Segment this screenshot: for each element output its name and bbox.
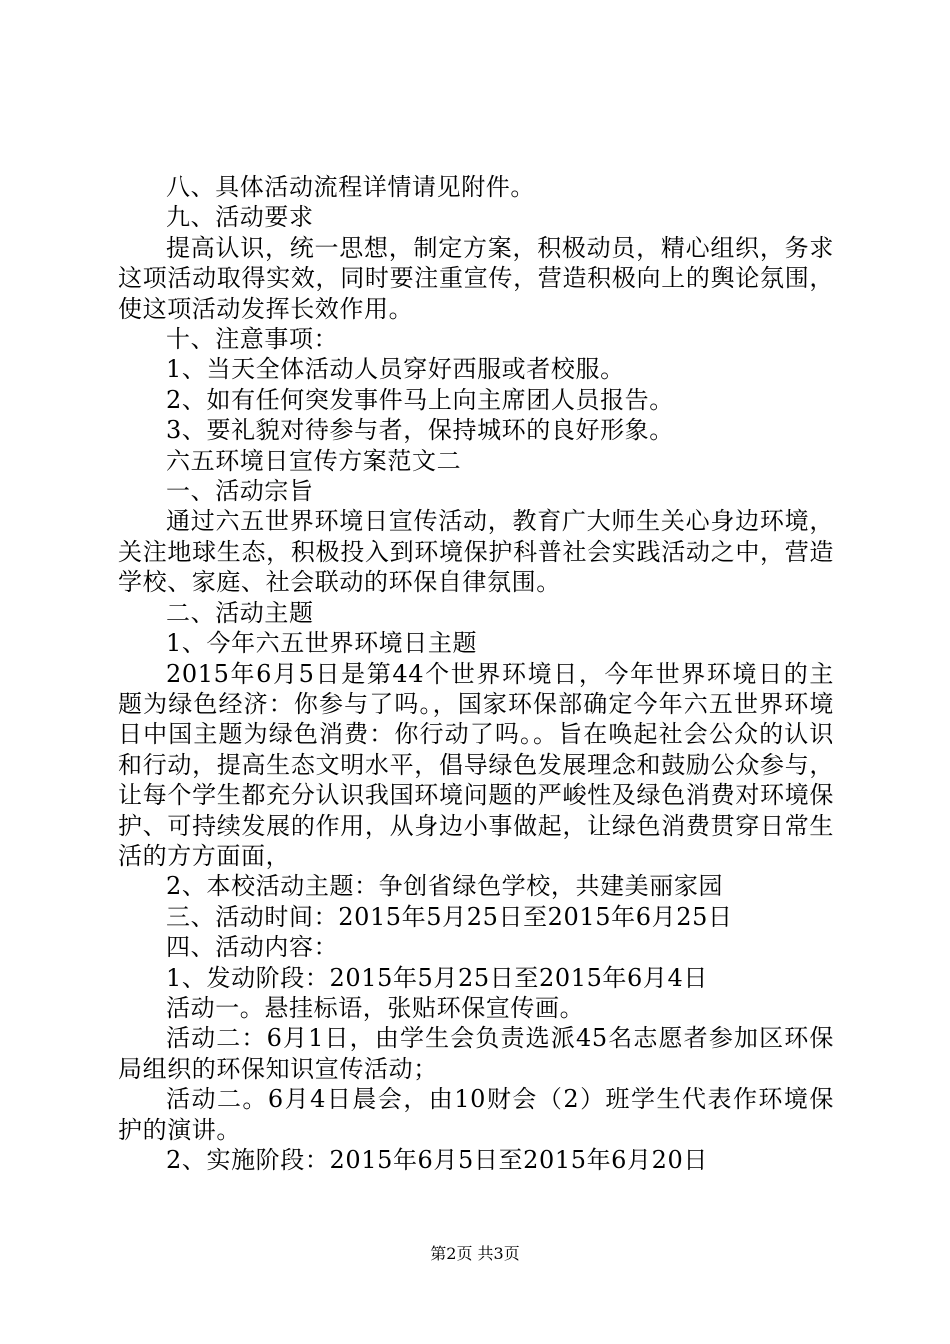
paragraph: 九、活动要求 bbox=[166, 203, 314, 232]
paragraph: 3、要礼貌对待参与者，保持城环的良好形象。 bbox=[166, 416, 674, 445]
paragraph: 2、如有任何突发事件马上向主席团人员报告。 bbox=[166, 385, 674, 414]
paragraph: 通过六五世界环境日宣传活动，教育广大师生关心身边环境，关注地球生态，积极投入到环境保护科普社会实践活动之中，营造学校、家庭、社会联动的环保自律氛围。 bbox=[118, 507, 834, 597]
section-heading: 六五环境日宣传方案范文二 bbox=[166, 446, 462, 475]
paragraph: 提高认识，统一思想，制定方案，积极动员，精心组织，务求这项活动取得实效，同时要注重宣传，营造积极向上的舆论氛围，使这项活动发挥长效作用。 bbox=[118, 233, 834, 323]
paragraph: 1、当天全体活动人员穿好西服或者校服。 bbox=[166, 355, 625, 384]
paragraph: 1、发动阶段：2015年5月25日至2015年6月4日 bbox=[166, 963, 708, 992]
paragraph: 活动二：6月1日，由学生会负责选派45名志愿者参加区环保局组织的环保知识宣传活动； bbox=[118, 1024, 834, 1083]
paragraph: 活动一。悬挂标语，张贴环保宣传画。 bbox=[166, 993, 585, 1022]
paragraph: 十、注意事项： bbox=[166, 325, 339, 354]
paragraph: 一、活动宗旨 bbox=[166, 477, 314, 506]
paragraph: 2015年6月5日是第44个世界环境日，今年世界环境日的主题为绿色经济：你参与了吗。，国家环保部确定今年六五世界环境日中国主题为绿色消费：你行动了吗。。旨在唤起社会公众的认识和行动，提高生态文明水平，倡导绿色发展理念和鼓励公众参与，让每个学生都充分认识我国环境问题的严峻性及绿色消费对环境保护、可持续发展的作用，从身边小事做起，让绿色消费贯穿日常生活的方方面面， bbox=[118, 659, 834, 870]
paragraph: 2、本校活动主题：争创省绿色学校，共建美丽家园 bbox=[166, 872, 724, 901]
paragraph: 2、实施阶段：2015年6月5日至2015年6月20日 bbox=[166, 1146, 708, 1174]
paragraph: 二、活动主题 bbox=[166, 598, 314, 627]
paragraph: 四、活动内容： bbox=[166, 933, 339, 962]
paragraph: 三、活动时间：2015年5月25日至2015年6月25日 bbox=[166, 902, 733, 931]
paragraph: 八、具体活动流程详情请见附件。 bbox=[166, 173, 535, 201]
document-body bbox=[118, 172, 834, 1175]
paragraph: 活动二。6月4日晨会，由10财会（2）班学生代表作环境保护的演讲。 bbox=[118, 1085, 834, 1144]
paragraph: 1、今年六五世界环境日主题 bbox=[166, 629, 478, 658]
page-footer: 第2页 共3页 bbox=[430, 1244, 520, 1263]
